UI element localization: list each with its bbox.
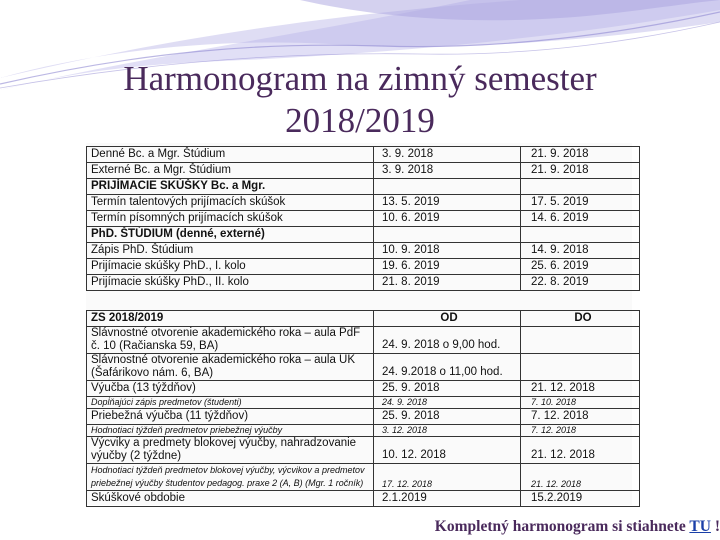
row-label: Termín písomných prijímacích skúšok	[87, 211, 374, 227]
table-row	[87, 275, 640, 291]
table-row	[87, 381, 640, 397]
row-to: 21. 9. 2018	[521, 163, 640, 179]
row-label: Denné Bc. a Mgr. Štúdium	[87, 147, 374, 163]
table-row	[87, 195, 640, 211]
row-from: 25. 9. 2018	[374, 381, 521, 397]
table-row	[87, 147, 640, 163]
row-from: 25. 9. 2018	[374, 409, 521, 425]
row-from: 10. 12. 2018	[374, 437, 521, 464]
table-row	[87, 425, 640, 437]
row-to: 22. 8. 2019	[521, 275, 640, 291]
download-note-suffix: !	[710, 518, 720, 535]
slide-title-line2: 2018/2019	[285, 101, 435, 140]
row-label: Externé Bc. a Mgr. Štúdium	[87, 163, 374, 179]
column-header-period: ZS 2018/2019	[87, 311, 374, 327]
row-label: Slávnostné otvorenie akademického roka – aula UK (Šafárikovo nám. 6, BA)	[87, 354, 374, 381]
row-to: 7. 12. 2018	[521, 409, 640, 425]
slide-title-line1: Harmonogram na zimný semester	[123, 59, 597, 98]
table-row	[87, 327, 640, 354]
table-row	[87, 354, 640, 381]
row-from: 24. 9. 2018	[374, 397, 521, 409]
section-heading: PhD. ŠTÚDIUM (denné, externé)	[87, 227, 374, 243]
table-header-row	[87, 311, 640, 327]
row-to: 17. 5. 2019	[521, 195, 640, 211]
row-from: 3. 9. 2018	[374, 147, 521, 163]
row-label: Hodnotiaci týždeň predmetov priebežnej výučby	[87, 425, 374, 437]
schedule-table-winter-semester	[86, 310, 640, 507]
row-to: 21. 12. 2018	[521, 464, 640, 491]
section-heading: PRIJÍMACIE SKÚŠKY Bc. a Mgr.	[87, 179, 374, 195]
row-from: 13. 5. 2019	[374, 195, 521, 211]
table-row	[87, 491, 640, 507]
row-label: Slávnostné otvorenie akademického roka – aula PdF č. 10 (Račianska 59, BA)	[87, 327, 374, 354]
download-note-text: Kompletný harmonogram si stiahnete	[434, 518, 690, 535]
row-from: 24. 9.2018 o 11,00 hod.	[374, 354, 521, 381]
row-label: Skúškové obdobie	[87, 491, 374, 507]
row-from: 10. 9. 2018	[374, 243, 521, 259]
table-row	[87, 259, 640, 275]
row-from	[374, 227, 521, 243]
row-label: Priebežná výučba (11 týždňov)	[87, 409, 374, 425]
row-from: 17. 12. 2018	[374, 464, 521, 491]
download-link[interactable]: TU	[689, 518, 711, 535]
table-row	[87, 227, 640, 243]
row-from: 19. 6. 2019	[374, 259, 521, 275]
schedule-image	[86, 143, 632, 505]
table-row	[87, 437, 640, 464]
row-from: 10. 6. 2019	[374, 211, 521, 227]
table-row	[87, 464, 640, 491]
row-label: Dopĺňajúci zápis predmetov (študenti)	[87, 397, 374, 409]
row-from: 21. 8. 2019	[374, 275, 521, 291]
table-row	[87, 179, 640, 195]
row-to	[521, 179, 640, 195]
row-to: 14. 9. 2018	[521, 243, 640, 259]
table-row	[87, 243, 640, 259]
row-label: Prijímacie skúšky PhD., II. kolo	[87, 275, 374, 291]
row-to: 7. 10. 2018	[521, 397, 640, 409]
row-to	[521, 327, 640, 354]
row-from: 24. 9. 2018 o 9,00 hod.	[374, 327, 521, 354]
row-label: Hodnotiaci týždeň predmetov blokovej výučby, výcvikov a predmetov priebežnej výučby študentov pedagog. praxe 2 (A, B) (Mgr. 1 ročník)	[87, 464, 374, 491]
column-header-to: DO	[521, 311, 640, 327]
row-from: 3. 9. 2018	[374, 163, 521, 179]
row-to	[521, 354, 640, 381]
schedule-table-general	[86, 146, 640, 291]
table-row	[87, 163, 640, 179]
row-from: 2.1.2019	[374, 491, 521, 507]
row-to: 21. 12. 2018	[521, 437, 640, 464]
row-from: 3. 12. 2018	[374, 425, 521, 437]
row-label: Termín talentových prijímacích skúšok	[87, 195, 374, 211]
row-label: Výučba (13 týždňov)	[87, 381, 374, 397]
slide-title	[60, 58, 660, 142]
column-header-from: OD	[374, 311, 521, 327]
download-note	[435, 518, 720, 536]
table-row	[87, 409, 640, 425]
row-to	[521, 227, 640, 243]
table-row	[87, 211, 640, 227]
row-to: 25. 6. 2019	[521, 259, 640, 275]
row-to: 21. 12. 2018	[521, 381, 640, 397]
row-label: Výcviky a predmety blokovej výučby, nahradzovanie výučby (2 týždne)	[87, 437, 374, 464]
row-from	[374, 179, 521, 195]
row-label: Zápis PhD. Štúdium	[87, 243, 374, 259]
row-label: Prijímacie skúšky PhD., I. kolo	[87, 259, 374, 275]
row-to: 7. 12. 2018	[521, 425, 640, 437]
row-to: 21. 9. 2018	[521, 147, 640, 163]
row-to: 15.2.2019	[521, 491, 640, 507]
row-to: 14. 6. 2019	[521, 211, 640, 227]
table-row	[87, 397, 640, 409]
